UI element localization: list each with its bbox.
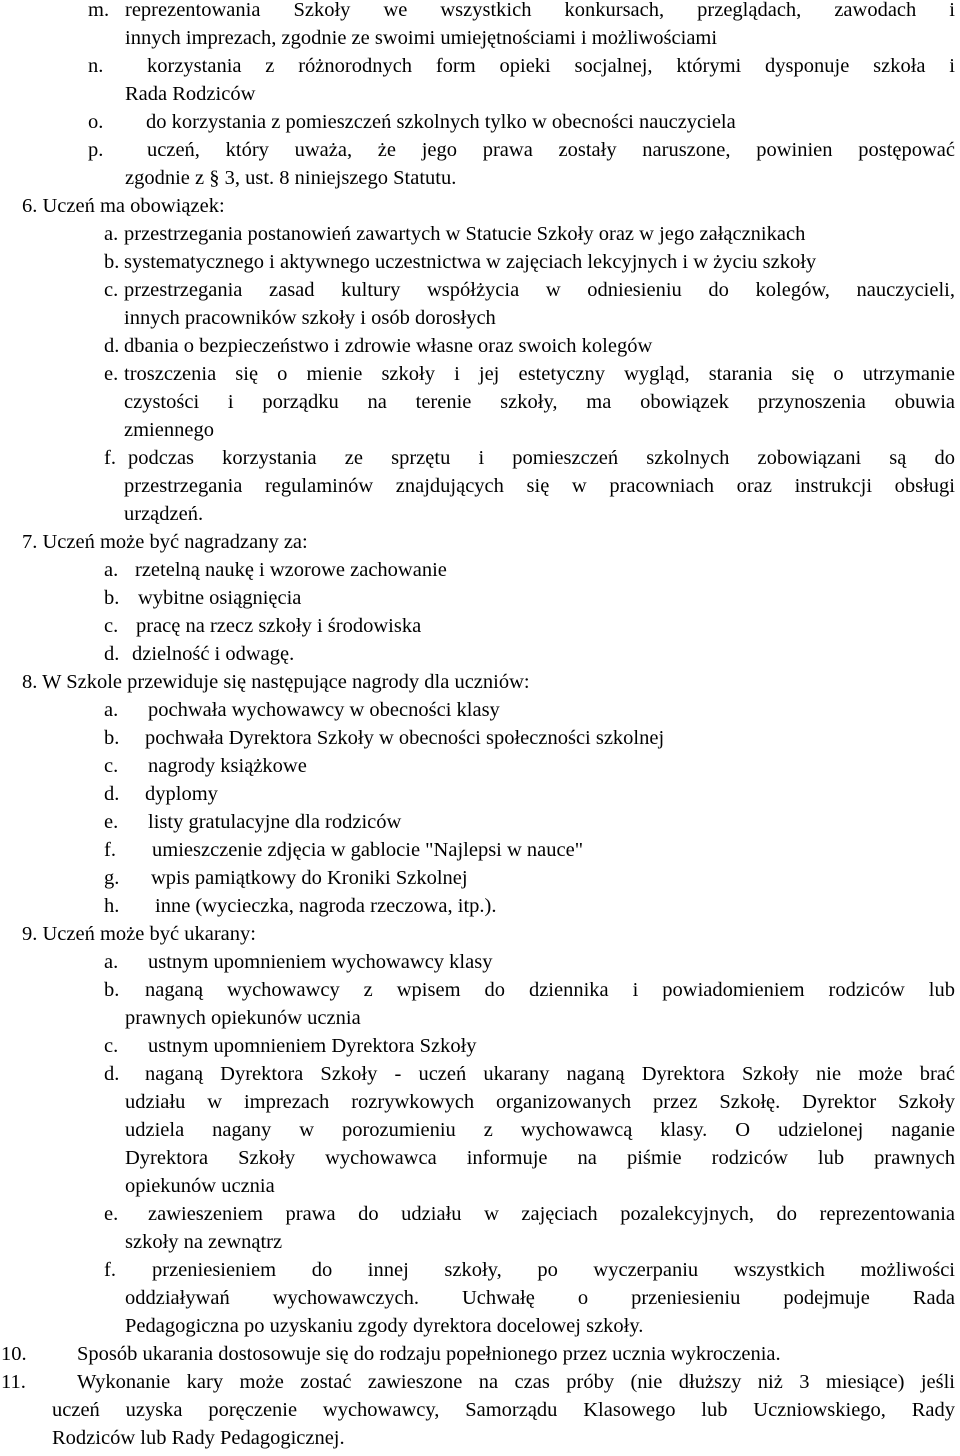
section-heading: 6. Uczeń ma obowiązek: <box>22 195 225 217</box>
list-item-text: czystości i porządku na terenie szkoły, ma obowiązek przynoszenia obuwia <box>124 391 955 413</box>
section-heading: 7. Uczeń może być nagradzany za: <box>22 531 308 553</box>
list-item-text: uczeń, który uważa, że jego prawa zostały naruszone, powinien postępować <box>147 139 955 161</box>
list-marker: f. <box>104 1259 116 1281</box>
list-marker: d. <box>104 643 120 665</box>
list-marker: c. <box>104 1035 119 1057</box>
list-item-text: zmiennego <box>124 419 214 441</box>
section-number: 10. <box>1 1343 27 1365</box>
list-marker: a. <box>104 559 119 581</box>
list-item-text: zgodnie z § 3, ust. 8 niniejszego Statutu. <box>125 167 457 189</box>
list-marker: e. <box>104 1203 119 1225</box>
list-item-text: Pedagogiczna po uzyskaniu zgody dyrektora docelowej szkoły. <box>125 1315 644 1337</box>
list-item-text: udziału w imprezach rozrywkowych organizowanych przez Szkołę. Dyrektor Szkoły <box>125 1091 955 1113</box>
list-item-text: Dyrektora Szkoły wychowawca informuje na piśmie rodziców lub prawnych <box>125 1147 955 1169</box>
list-item-text: do korzystania z pomieszczeń szkolnych tylko w obecności nauczyciela <box>146 111 736 133</box>
list-item-text: przeniesieniem do innej szkoły, po wyczerpaniu wszystkich możliwości <box>152 1259 955 1281</box>
list-item-text: ustnym upomnieniem wychowawcy klasy <box>148 951 493 973</box>
list-marker: h. <box>104 895 120 917</box>
list-marker: n. <box>88 55 104 77</box>
list-item-text: innych pracowników szkoły i osób dorosłych <box>124 307 496 329</box>
list-marker: c. <box>104 755 119 777</box>
list-item-text: nagrody książkowe <box>148 755 307 777</box>
list-marker: c. <box>104 615 119 637</box>
list-marker: p. <box>88 139 104 161</box>
list-item-text: szkoły na zewnątrz <box>125 1231 283 1253</box>
list-item-text: dzielność i odwagę. <box>132 643 295 665</box>
list-marker: a. <box>104 699 119 721</box>
list-marker: a. <box>104 951 119 973</box>
list-marker: d. <box>104 1063 120 1085</box>
list-item-text: pracę na rzecz szkoły i środowiska <box>136 615 422 637</box>
list-marker: d. <box>104 783 120 805</box>
list-item-text: systematycznego i aktywnego uczestnictwa w zajęciach lekcyjnych i w życiu szkoły <box>124 251 817 273</box>
list-item-text: oddziaływań wychowawczych. Uchwałę o przeniesieniu podejmuje Rada <box>125 1287 955 1309</box>
list-item-text: wybitne osiągnięcia <box>138 587 302 609</box>
section-number: 11. <box>1 1371 26 1393</box>
list-marker: g. <box>104 867 120 889</box>
list-item-text: pochwała wychowawcy w obecności klasy <box>148 699 500 721</box>
list-marker: a. <box>104 223 119 245</box>
list-item-text: ustnym upomnieniem Dyrektora Szkoły <box>148 1035 477 1057</box>
list-marker: b. <box>104 727 120 749</box>
list-item-text: umieszczenie zdjęcia w gablocie "Najlepsi w nauce" <box>152 839 584 861</box>
paragraph-text: Rodziców lub Rady Pedagogicznej. <box>52 1427 345 1449</box>
list-item-text: przestrzegania postanowień zawartych w Statucie Szkoły oraz w jego załącznikach <box>124 223 806 245</box>
list-item-text: rzetelną naukę i wzorowe zachowanie <box>135 559 447 581</box>
list-marker: f. <box>104 447 116 469</box>
list-marker: e. <box>104 363 119 385</box>
list-marker: e. <box>104 811 119 833</box>
list-item-text: opiekunów ucznia <box>125 1175 275 1197</box>
list-marker: o. <box>88 111 104 133</box>
list-item-text: wpis pamiątkowy do Kroniki Szkolnej <box>151 867 468 889</box>
section-heading: 9. Uczeń może być ukarany: <box>22 923 256 945</box>
list-marker: b. <box>104 587 120 609</box>
list-item-text: pochwała Dyrektora Szkoły w obecności społeczności szkolnej <box>145 727 665 749</box>
list-item-text: naganą wychowawcy z wpisem do dziennika i powiadomieniem rodziców lub <box>145 979 955 1001</box>
list-item-text: urządzeń. <box>124 503 204 525</box>
list-item-text: korzystania z różnorodnych form opieki socjalnej, którymi dysponuje szkoła i <box>147 55 955 77</box>
list-item-text: udziela nagany w porozumieniu z wychowawcą klasy. O udzielonej naganie <box>125 1119 955 1141</box>
paragraph-text: Wykonanie kary może zostać zawieszone na czas próby (nie dłuższy niż 3 miesiące) jeśli <box>77 1371 955 1393</box>
list-item-text: prawnych opiekunów ucznia <box>125 1007 361 1029</box>
paragraph-text: uczeń uzyska poręczenie wychowawcy, Samorządu Klasowego lub Uczniowskiego, Rady <box>52 1399 955 1421</box>
list-item-text: listy gratulacyjne dla rodziców <box>148 811 402 833</box>
section-heading: 8. W Szkole przewiduje się następujące nagrody dla uczniów: <box>22 671 530 693</box>
list-marker: b. <box>104 979 120 1001</box>
list-item-text: naganą Dyrektora Szkoły - uczeń ukarany naganą Dyrektora Szkoły nie może brać <box>145 1063 955 1085</box>
list-item-text: troszczenia się o mienie szkoły i jej estetyczny wygląd, starania się o utrzymanie <box>124 363 955 385</box>
list-marker: m. <box>88 0 110 21</box>
list-item-text: dyplomy <box>145 783 218 805</box>
list-marker: d. <box>104 335 120 357</box>
list-item-text: innych imprezach, zgodnie ze swoimi umiejętnościami i możliwościami <box>125 27 718 49</box>
list-marker: c. <box>104 279 119 301</box>
list-item-text: reprezentowania Szkoły we wszystkich konkursach, przeglądach, zawodach i <box>125 0 955 21</box>
list-item-text: przestrzegania regulaminów znajdujących się w pracowniach oraz instrukcji obsługi <box>124 475 955 497</box>
list-item-text: przestrzegania zasad kultury współżycia w odniesieniu do kolegów, nauczycieli, <box>124 279 955 301</box>
list-marker: b. <box>104 251 120 273</box>
paragraph-text: Sposób ukarania dostosowuje się do rodzaju popełnionego przez ucznia wykroczenia. <box>77 1343 781 1365</box>
list-item-text: zawieszeniem prawa do udziału w zajęciach pozalekcyjnych, do reprezentowania <box>148 1203 955 1225</box>
list-marker: f. <box>104 839 116 861</box>
list-item-text: inne (wycieczka, nagroda rzeczowa, itp.). <box>155 895 497 917</box>
list-item-text: dbania o bezpieczeństwo i zdrowie własne oraz swoich kolegów <box>124 335 653 357</box>
list-item-text: Rada Rodziców <box>125 83 256 105</box>
list-item-text: podczas korzystania ze sprzętu i pomieszczeń szkolnych zobowiązani są do <box>128 447 955 469</box>
